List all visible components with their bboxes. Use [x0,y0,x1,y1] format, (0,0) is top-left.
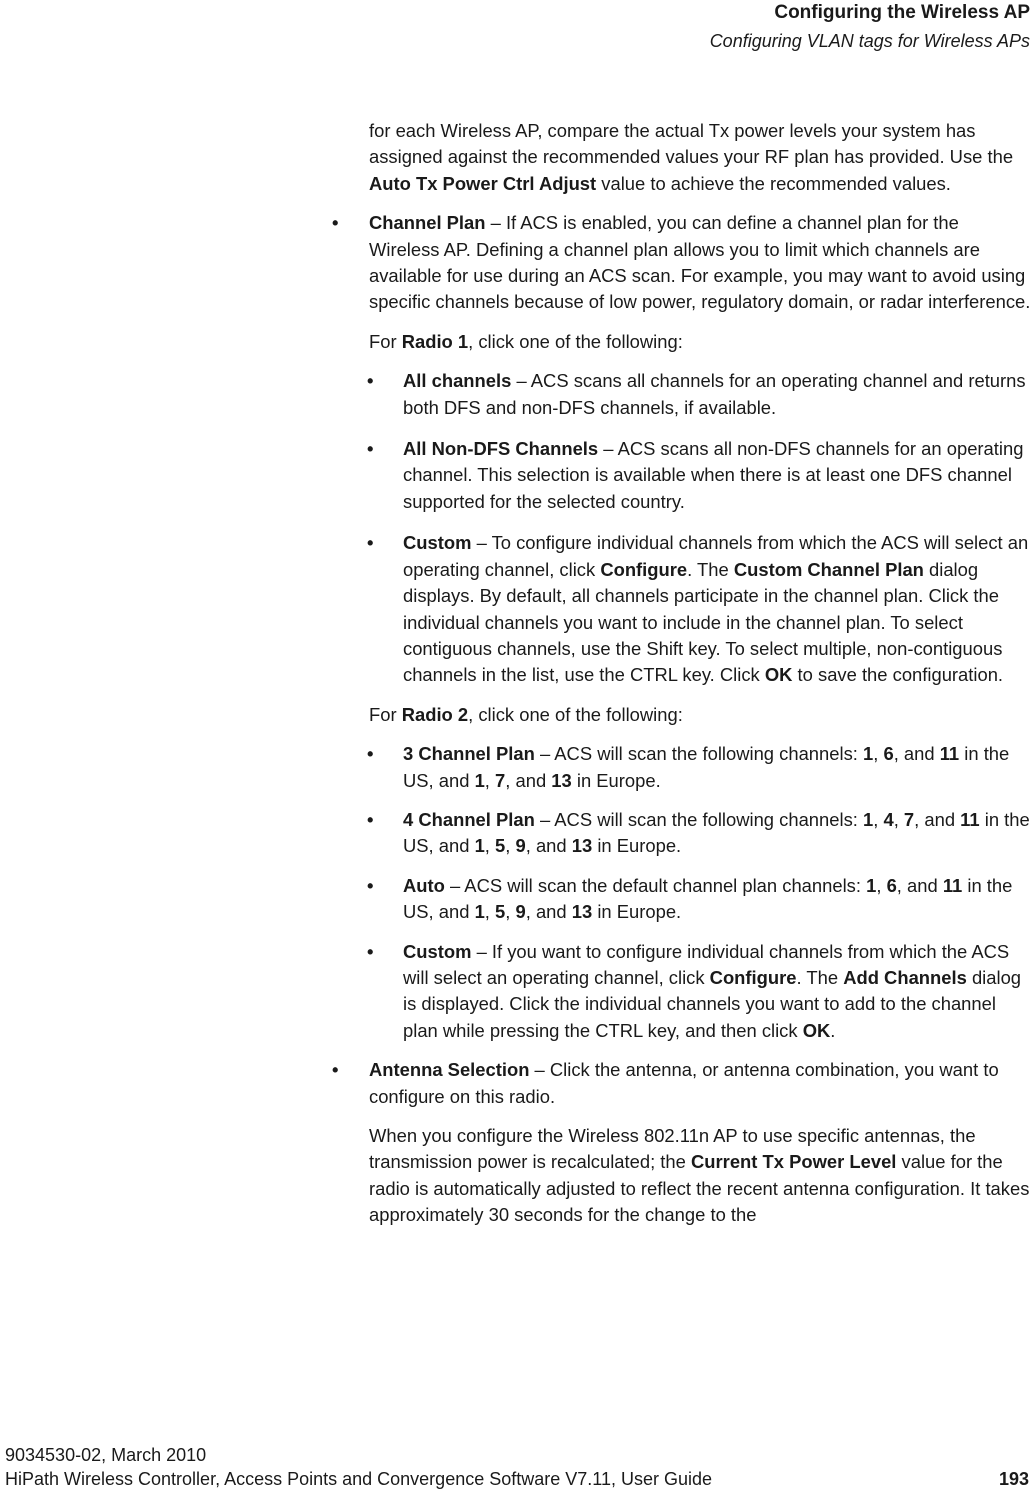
chapter-title: Configuring the Wireless AP [774,2,1030,23]
antenna-detail-paragraph: When you configure the Wireless 802.11n AP to use specific antennas, the transmission power is recalculated; the Current Tx Power Level value for the radio is automatically adjusted to reflect the recent antenna configuration. It takes approximately 30 seconds for the change to the [369,1125,1030,1226]
radio1-non-dfs-item: • All Non-DFS Channels – ACS scans all non-DFS channels for an operating channel. This selection is available when there is at least one DFS channel supported for the selected country. [403,436,1031,515]
intro-paragraph: for each Wireless AP, compare the actual Tx power levels your system has assigned against the recommended values your RF plan has provided. Use the Auto Tx Power Ctrl Adjust value to achieve the recommended values. [369,120,1014,194]
radio2-custom-item: • Custom – If you want to configure individual channels from which the ACS will select an operating channel, click Configure. The Add Channels dialog is displayed. Click the individual channels you want to add to the channel plan while pressing the CTRL key, and then click OK. [403,939,1031,1045]
guide-title: HiPath Wireless Controller, Access Points and Convergence Software V7.11, User Guide [5,1469,713,1489]
radio2-3-channel-item: • 3 Channel Plan – ACS will scan the following channels: 1, 6, and 11 in the US, and 1, 7, and 13 in Europe. [403,741,1031,794]
radio2-intro: For Radio 2, click one of the following: [369,703,683,725]
channel-plan-item: • Channel Plan – If ACS is enabled, you can define a channel plan for the Wireless AP. Defining a channel plan allows you to limit which channels are available for use during an ACS scan. For example, you may want to avoid using specific channels because of low power, regulatory domain, or radar interference. [369,210,1031,316]
radio1-intro: For Radio 1, click one of the following: [369,330,683,352]
radio1-custom-item: • Custom – To configure individual channels from which the ACS will select an operating channel, click Configure. The Custom Channel Plan dialog displays. By default, all channels participate in the channel plan. Click the individual channels you want to include in the channel plan. To select contiguous channels, use the Shift key. To select multiple, non-contiguous channels in the list, use the CTRL key. Click OK to save the configuration. [403,530,1031,688]
radio1-all-channels-item: • All channels – ACS scans all channels for an operating channel and returns both DFS and non-DFS channels, if available. [403,368,1031,421]
antenna-selection-item: • Antenna Selection – Click the antenna, or antenna combination, you want to configure on this radio. [369,1057,1031,1110]
running-header [710,0,1030,54]
radio2-auto-item: • Auto – ACS will scan the default channel plan channels: 1, 6, and 11 in the US, and 1, 5, 9, and 13 in Europe. [403,873,1031,926]
section-title: Configuring VLAN tags for Wireless APs [709,31,1030,51]
page-number: 193 [998,1469,1029,1489]
radio2-4-channel-item: • 4 Channel Plan – ACS will scan the following channels: 1, 4, 7, and 11 in the US, and 1, 5, 9, and 13 in Europe. [403,807,1031,860]
page-body [0,118,1034,1229]
page-footer [5,1443,1029,1491]
document-id: 9034530-02, March 2010 [5,1445,207,1465]
